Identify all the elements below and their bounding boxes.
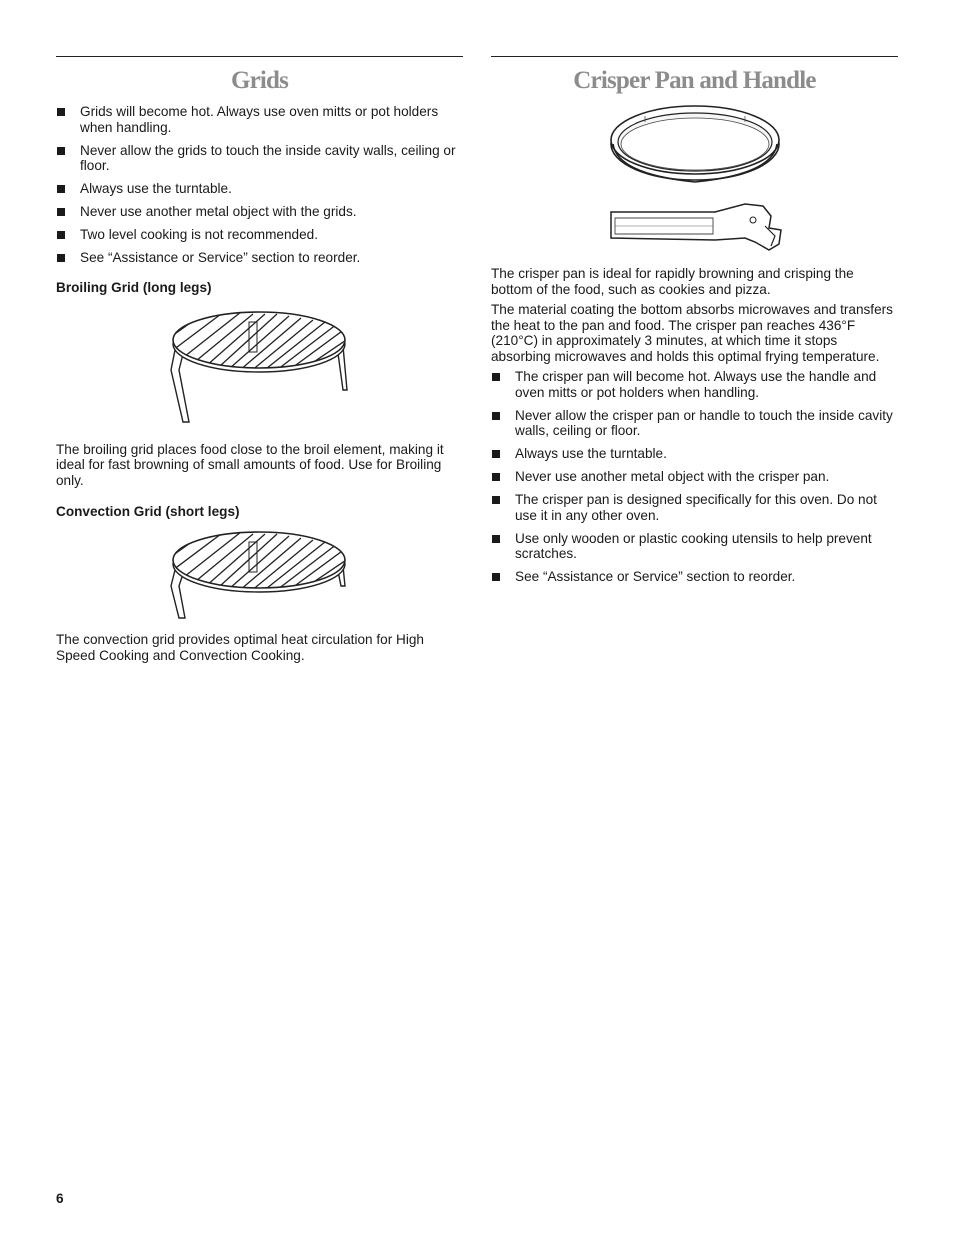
list-item [56, 204, 463, 220]
list-item [491, 446, 898, 462]
list-item-text: Never allow the crisper pan or handle to touch the inside cavity walls, ceiling or floor. [515, 407, 893, 438]
list-item-text: See “Assistance or Service” section to reorder. [80, 250, 361, 265]
crisper-pan-handle-illustration [605, 200, 785, 256]
list-item-text: Use only wooden or plastic cooking utensils to help prevent scratches. [515, 530, 872, 561]
list-item-text: Two level cooking is not recommended. [80, 227, 319, 242]
list-item-text: Never allow the grids to touch the inside cavity walls, ceiling or floor. [80, 142, 456, 173]
broiling-grid-description: The broiling grid places food close to the broil element, making it ideal for fast browning of small amounts of food. Use for Broiling only. [56, 441, 444, 488]
list-item [56, 143, 463, 174]
list-item-text: The crisper pan will become hot. Always use the handle and oven mitts or pot holders when handling. [515, 369, 877, 400]
broiling-grid-illustration [165, 310, 355, 428]
square-bullet-icon [492, 450, 500, 458]
list-item [56, 227, 463, 243]
crisper-pan-material-text: The material coating the bottom absorbs microwaves and transfers the heat to the pan and food. The crisper pan reaches 436°F (210°C) in approximately 3 minutes, at which time it stops absorbing microwaves and holds this optimal frying temperature. [491, 302, 893, 364]
square-bullet-icon [492, 496, 500, 504]
square-bullet-icon [492, 573, 500, 581]
list-item-text: The crisper pan is designed specifically for this oven. Do not use it in any other oven. [515, 492, 877, 523]
square-bullet-icon [492, 473, 500, 481]
list-item [56, 181, 463, 197]
square-bullet-icon [57, 254, 65, 262]
crisper-pan-bullet-list [491, 369, 898, 585]
convection-grid-heading: Convection Grid (short legs) [56, 504, 240, 519]
square-bullet-icon [492, 412, 500, 420]
section-rule [491, 56, 898, 57]
grids-title: Grids [230, 67, 289, 94]
list-item [491, 408, 898, 439]
right-column [491, 56, 898, 592]
section-rule [56, 56, 463, 57]
list-item-text: Always use the turntable. [80, 181, 232, 196]
broiling-grid-heading: Broiling Grid (long legs) [56, 279, 212, 295]
square-bullet-icon [57, 208, 65, 216]
list-item [56, 104, 463, 135]
list-item [491, 492, 898, 523]
convection-grid-illustration [165, 530, 355, 622]
square-bullet-icon [57, 108, 65, 116]
square-bullet-icon [57, 231, 65, 239]
convection-grid-description: The convection grid provides optimal heat circulation for High Speed Cooking and Convection Cooking. [56, 632, 424, 663]
list-item [491, 569, 898, 585]
crisper-pan-title: Crisper Pan and Handle [573, 67, 816, 94]
list-item [491, 469, 898, 485]
square-bullet-icon [57, 185, 65, 193]
grids-bullet-list [56, 104, 463, 266]
list-item-text: Never use another metal object with the grids. [80, 204, 357, 219]
crisper-pan-illustration [605, 104, 785, 190]
crisper-pan-intro: The crisper pan is ideal for rapidly browning and crisping the bottom of the food, such as cookies and pizza. [491, 266, 854, 297]
list-item [56, 250, 463, 266]
list-item-text: Never use another metal object with the crisper pan. [515, 469, 830, 484]
list-item [491, 531, 898, 562]
square-bullet-icon [492, 373, 500, 381]
list-item-text: Always use the turntable. [515, 446, 667, 461]
list-item [491, 369, 898, 400]
page-number: 6 [56, 1191, 64, 1206]
square-bullet-icon [492, 535, 500, 543]
list-item-text: Grids will become hot. Always use oven mitts or pot holders when handling. [80, 104, 439, 135]
list-item-text: See “Assistance or Service” section to reorder. [515, 569, 796, 584]
left-column [56, 56, 463, 663]
square-bullet-icon [57, 147, 65, 155]
